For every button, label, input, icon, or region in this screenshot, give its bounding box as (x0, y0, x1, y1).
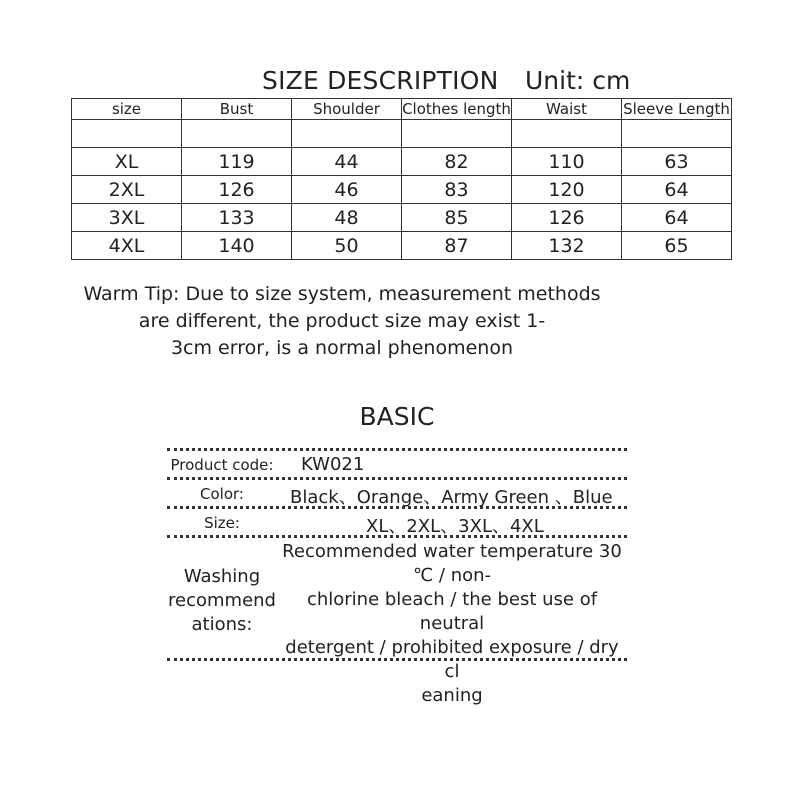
product-code-row (167, 451, 627, 477)
column-header-clothes-length: Clothes length (402, 100, 511, 118)
table-header-row (72, 99, 732, 120)
washing-value-line: chlorine bleach / the best use of neutral (306, 589, 598, 634)
table-cell (292, 120, 402, 148)
table-cell: 126 (512, 204, 622, 232)
table-row (72, 204, 732, 232)
table-cell: 63 (622, 148, 732, 176)
table-cell: 126 (182, 176, 292, 204)
table-cell: 44 (292, 148, 402, 176)
product-code-value: KW021 (301, 454, 365, 475)
size-row (167, 509, 627, 535)
product-code-label: Product code: (170, 456, 274, 474)
table-cell: 120 (512, 176, 622, 204)
table-cell: 50 (292, 232, 402, 260)
column-header-size: size (72, 99, 182, 120)
table-row (72, 148, 732, 176)
washing-value-line: Recommended water temperature 30 (282, 541, 622, 562)
size-label: Size: (204, 514, 240, 532)
size-table (71, 98, 732, 260)
washing-value-line: eaning (421, 685, 483, 706)
table-cell (72, 120, 182, 148)
color-value: Black、Orange、Army Green 、Blue (290, 487, 613, 508)
table-blank-row (72, 120, 732, 148)
table-cell: 64 (622, 204, 732, 232)
size-value: XL、2XL、3XL、4XL (366, 516, 544, 537)
washing-value-line: ℃ / non- (412, 565, 492, 586)
washing-row (167, 538, 627, 706)
table-cell: 110 (512, 148, 622, 176)
column-header-sleeve-length: Sleeve Length (623, 100, 730, 118)
washing-label-line: Washing (183, 566, 261, 587)
warm-tip-line: 3cm error, is a normal phenomenon (170, 337, 514, 359)
warm-tip-line: Warm Tip: Due to size system, measurement methods (83, 283, 601, 305)
basic-info-table (167, 448, 627, 706)
washing-value-line: detergent / prohibited exposure / dry cl (285, 637, 619, 682)
table-cell: 4XL (72, 232, 182, 260)
column-header-waist: Waist (512, 99, 622, 120)
table-cell: 132 (512, 232, 622, 260)
table-row (72, 232, 732, 260)
basic-title: BASIC (359, 402, 435, 431)
table-cell: 2XL (72, 176, 182, 204)
table-cell: 64 (622, 176, 732, 204)
table-cell: 85 (402, 204, 512, 232)
color-row (167, 480, 627, 506)
table-cell (512, 120, 622, 148)
table-cell (182, 120, 292, 148)
table-cell: 87 (402, 232, 512, 260)
column-header-shoulder: Shoulder (292, 99, 402, 120)
washing-label (167, 565, 277, 637)
washing-value (277, 540, 627, 708)
table-cell: 65 (622, 232, 732, 260)
washing-label-line: ations: (191, 614, 253, 635)
table-cell (402, 120, 512, 148)
color-label: Color: (200, 485, 244, 503)
table-cell (622, 120, 732, 148)
size-description-header (0, 66, 800, 98)
table-cell: 3XL (72, 204, 182, 232)
table-cell: 140 (182, 232, 292, 260)
table-cell: 133 (182, 204, 292, 232)
column-header-bust: Bust (182, 99, 292, 120)
table-cell: 46 (292, 176, 402, 204)
unit-label: Unit: cm (525, 66, 631, 95)
warm-tip-line: are different, the product size may exist 1- (138, 310, 546, 332)
table-cell: 83 (402, 176, 512, 204)
table-cell: XL (72, 148, 182, 176)
table-cell: 119 (182, 148, 292, 176)
table-cell: 48 (292, 204, 402, 232)
washing-label-line: recommend (168, 590, 276, 611)
table-row (72, 176, 732, 204)
warm-tip (72, 281, 612, 362)
size-description-title: SIZE DESCRIPTION (262, 66, 499, 95)
table-cell: 82 (402, 148, 512, 176)
